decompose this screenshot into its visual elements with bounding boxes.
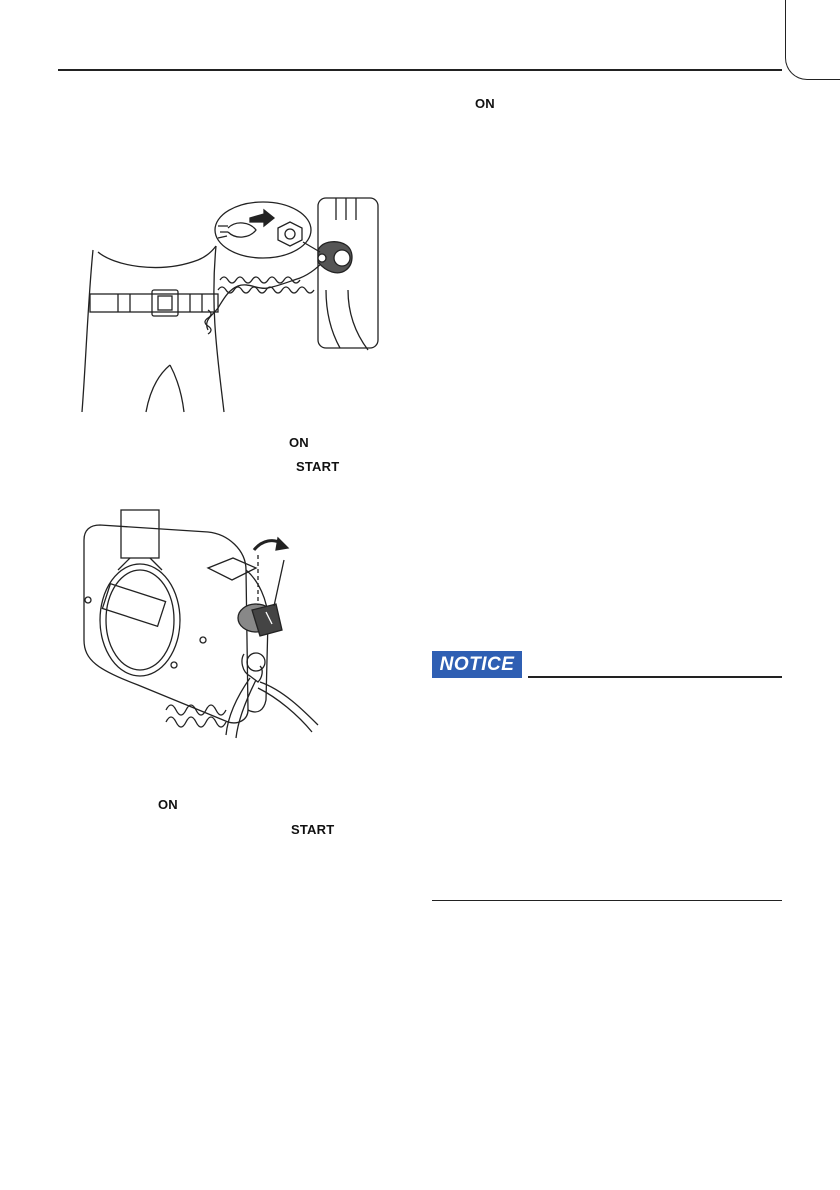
on-label-low: ON bbox=[158, 797, 178, 812]
start-label-mid: START bbox=[296, 459, 340, 474]
on-label-top: ON bbox=[475, 96, 495, 111]
page-edge-tab bbox=[785, 0, 840, 80]
lanyard-clip-illustration bbox=[78, 190, 383, 415]
header-rule bbox=[58, 69, 782, 71]
notice-end-rule bbox=[432, 900, 782, 901]
notice-badge: NOTICE bbox=[432, 651, 522, 678]
remote-control-key-illustration bbox=[78, 510, 328, 745]
on-label-mid: ON bbox=[289, 435, 309, 450]
notice-rule bbox=[528, 676, 782, 678]
start-label-low: START bbox=[291, 822, 335, 837]
